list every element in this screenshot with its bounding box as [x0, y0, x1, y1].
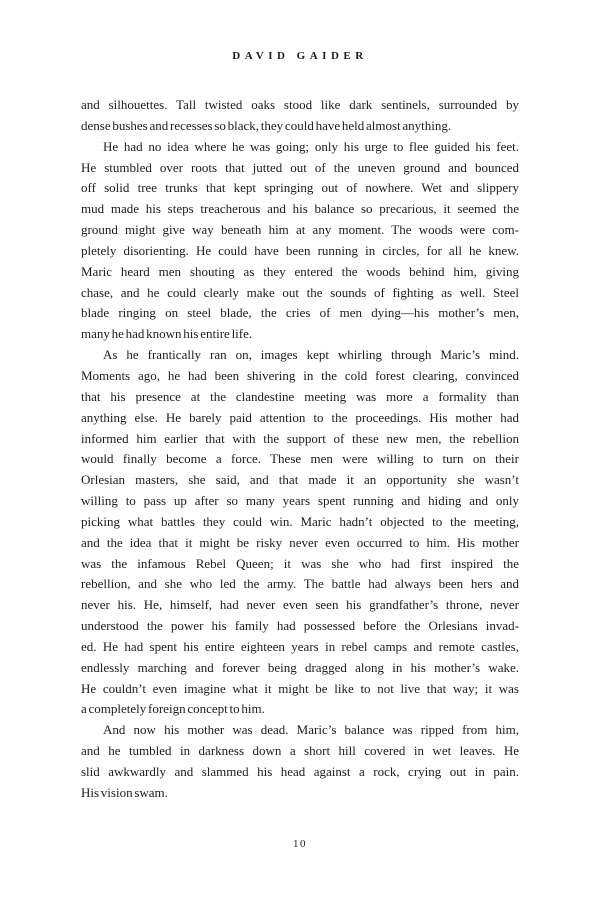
text-line: that his presence at the clandestine meeting was more a formality than [81, 388, 519, 404]
text-line: informed him earlier that with the support of these new men, the rebellion [81, 430, 519, 446]
page-number: 10 [293, 838, 307, 850]
text-line: and silhouettes. Tall twisted oaks stood like dark sentinels, surrounded by [81, 97, 519, 112]
paragraph [81, 137, 519, 345]
text-line: was the infamous Rebel Queen; it was she who had first inspired the [81, 555, 519, 571]
text-line: blade ringing on steel blade, the cries of men dying—his mother’s men, [81, 305, 519, 321]
text-line: many he had known his entire life. [81, 326, 253, 342]
text-line: And now his mother was dead. Maric’s balance was ripped from him, [103, 722, 519, 738]
text-line: anything else. He barely paid attention to the proceedings. His mother had [81, 409, 519, 425]
text-line: ed. He had spent his entire eighteen years in rebel camps and remote castles, [81, 638, 519, 654]
text-block [81, 95, 519, 804]
text-line: and he tumbled in darkness down a short hill covered in wet leaves. He [81, 743, 519, 759]
text-line: chase, and he could clearly make out the sounds of fighting as well. Steel [81, 284, 519, 300]
text-line: picking what battles they could win. Maric hadn’t objected to the meeting, [81, 513, 519, 529]
text-line: endlessly marching and forever being dragged along in his mother’s wake. [81, 659, 519, 675]
text-line: rebellion, and she who led the army. The battle had always been hers and [81, 576, 519, 592]
text-line: His vision swam. [81, 784, 168, 800]
text-line: would finally become a force. These men were willing to turn on their [81, 451, 519, 467]
text-line: never his. He, himself, had never even seen his grandfather’s throne, never [81, 597, 519, 613]
text-line: off solid tree trunks that kept springing out of nowhere. Wet and slippery [81, 180, 519, 196]
text-line: ground might give way beneath him at any moment. The woods were com- [81, 222, 519, 238]
paragraph [81, 720, 519, 803]
text-line: He stumbled over roots that jutted out of the uneven ground and bounced [81, 159, 519, 175]
running-header-author: DAVID GAIDER [232, 50, 368, 62]
text-line: understood the power his family had possessed before the Orlesians invad- [81, 618, 519, 634]
text-line: a completely foreign concept to him. [81, 701, 265, 717]
text-line: Orlesian masters, she said, and that made it an opportunity she wasn’t [81, 472, 519, 488]
text-line: He had no idea where he was going; only his urge to flee guided his feet. [103, 138, 519, 154]
text-line: willing to pass up after so many years spent running and hiding and only [81, 493, 519, 509]
text-line: dense bushes and recesses so black, they could have held almost anything. [81, 117, 452, 133]
paragraph [81, 345, 519, 720]
text-line: He couldn’t even imagine what it might be like to not live that way; it was [81, 680, 519, 696]
text-line: slid awkwardly and slammed his head against a rock, crying out in pain. [81, 764, 519, 779]
text-line: Moments ago, he had been shivering in the cold forest clearing, convinced [81, 367, 519, 383]
text-line: As he frantically ran on, images kept whirling through Maric’s mind. [103, 347, 519, 363]
text-line: pletely disorienting. He could have been running in circles, for all he knew. [81, 242, 519, 258]
paragraph [81, 95, 519, 137]
text-line: Maric heard men shouting as they entered the woods behind him, giving [81, 263, 519, 279]
text-line: mud made his steps treacherous and his balance so precarious, it seemed the [81, 201, 519, 217]
text-line: and the idea that it might be risky never even occurred to him. His mother [81, 534, 519, 550]
